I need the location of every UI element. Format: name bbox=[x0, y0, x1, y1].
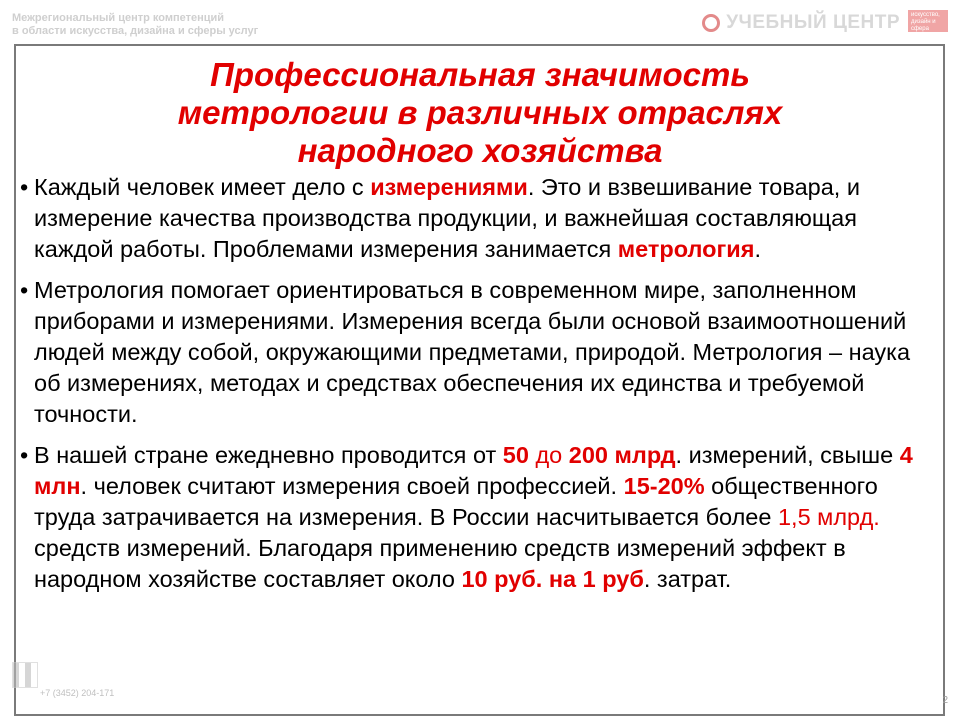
title-line-3: народного хозяйства bbox=[297, 132, 663, 169]
org-line-1: Межрегиональный центр компетенций bbox=[12, 12, 225, 24]
bullet-text-segment: . bbox=[754, 236, 761, 262]
bullet-text-segment: . измерений, свыше bbox=[675, 442, 900, 468]
brand-circle-icon bbox=[702, 14, 720, 32]
org-line-2: в области искусства, дизайна и сферы услуг bbox=[12, 25, 259, 37]
bullet-text-segment: метрология bbox=[617, 236, 755, 262]
qr-code-icon bbox=[12, 662, 38, 688]
bullet-text-segment: Каждый человек имеет дело с bbox=[34, 174, 371, 200]
slide-title bbox=[60, 56, 900, 170]
brand-name: УЧЕБНЫЙ ЦЕНТР bbox=[726, 12, 900, 33]
bullet-text-segment: 200 млрд bbox=[568, 442, 676, 468]
bullet-dot: • bbox=[20, 174, 29, 200]
bullet-text-segment: Метрология помогает ориентироваться в современном мире, заполненном приборами и измерениями. Измерения всегда были основой взаимоотношений людей между собой, окружающими предметами, природой. Метрология – наука об измерениях, методах и средствах обеспечения их единства и требуемой точности. bbox=[34, 277, 911, 427]
bullet-text-segment: 4 млн bbox=[34, 442, 913, 499]
bullet-dot: • bbox=[20, 442, 29, 468]
bullet-item bbox=[20, 275, 940, 430]
bullet-dot: • bbox=[20, 277, 29, 303]
brand-tag: искусство, дизайн и сфера услуг bbox=[908, 10, 948, 32]
bullet-text-segment: . Это и взвешивание товара, и измерение качества производства продукции, и важнейшая составляющая каждой работы. Проблемами измерения занимается bbox=[34, 174, 860, 262]
bullet-item bbox=[20, 440, 940, 595]
bullet-text-segment: . человек считают измерения своей профессией. bbox=[80, 473, 624, 499]
organization-name bbox=[12, 12, 258, 38]
bullet-text-segment: 50 bbox=[502, 442, 529, 468]
bullet-text-segment: средств измерений. Благодаря применению средств измерений эффект в народном хозяйстве составляет около bbox=[34, 535, 846, 592]
bullet-item bbox=[20, 172, 940, 265]
header-bar bbox=[0, 0, 960, 50]
bullet-text-segment: до bbox=[528, 442, 569, 468]
page-number: 2 bbox=[942, 695, 948, 706]
bullet-text-segment: измерениями bbox=[370, 174, 528, 200]
bullet-text-segment: 15-20% bbox=[623, 473, 705, 499]
bullet-text-segment: 10 руб. на 1 руб bbox=[461, 566, 644, 592]
phone-number: +7 (3452) 204-171 bbox=[40, 688, 115, 698]
bullet-text-segment: общественного труда затрачивается на измерения. В России насчитывается более bbox=[34, 473, 878, 530]
brand-logo bbox=[702, 12, 900, 34]
title-line-1: Профессиональная значимость bbox=[210, 56, 750, 93]
bullet-text-segment: . затрат. bbox=[643, 566, 732, 592]
bullet-list bbox=[20, 172, 940, 605]
bullet-text-segment: 1,5 млрд. bbox=[777, 504, 880, 530]
bullet-text-segment: В нашей стране ежедневно проводится от bbox=[34, 442, 503, 468]
title-line-2: метрологии в различных отраслях bbox=[177, 94, 783, 131]
